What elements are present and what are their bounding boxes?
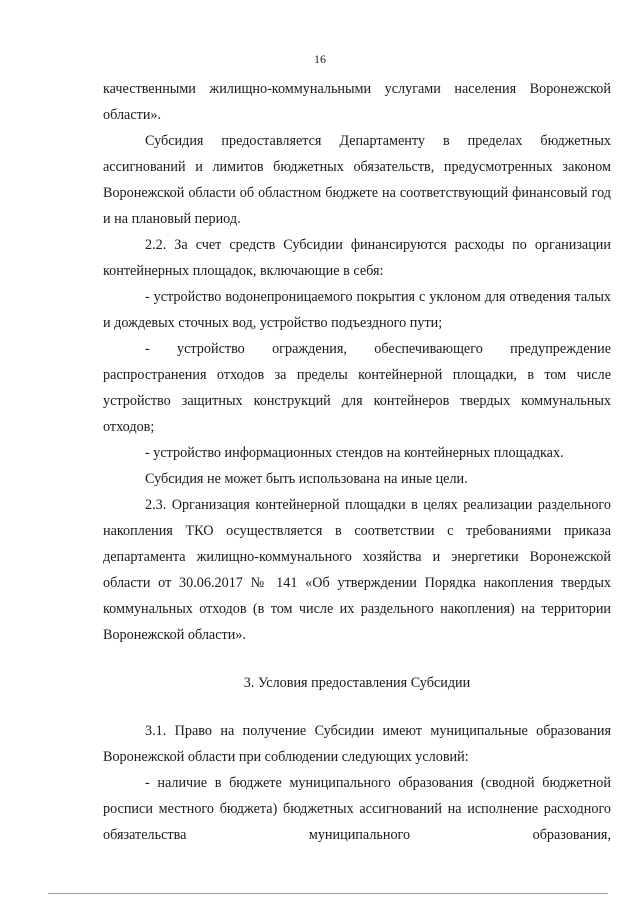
list-item-fencing: - устройство ограждения, обеспечивающего предупреждение распространения отходов за пределы контейнерной площадки, в том числе устройство защитных конструкций для контейнеров твердых коммунальных отходов; [103,341,611,435]
list-item-coating: - устройство водонепроницаемого покрытия с уклоном для отведения талых и дождевых сточных вод, устройство подъездного пути; [103,289,611,331]
list-item-budget-availability: - наличие в бюджете муниципального образования (сводной бюджетной росписи местного бюджета) бюджетных ассигнований на исполнение расходного обязательства муниципального образования, [103,775,611,843]
paragraph-subsidy-provision: Субсидия предоставляется Департаменту в пределах бюджетных ассигнований и лимитов бюджетных обязательств, предусмотренных законом Воронежской области об областном бюджете на соответствующий финансовый год и на плановый период. [103,133,611,227]
paragraph-continuation: качественными жилищно-коммунальными услугами населения Воронежской области». [103,81,611,123]
document-body [103,76,611,848]
scan-edge-line [48,893,608,894]
paragraph-usage-restriction: Субсидия не может быть использована на иные цели. [145,471,468,487]
paragraph-2-3: 2.3. Организация контейнерной площадки в целях реализации раздельного накопления ТКО осуществляется в соответствии с требованиями приказа департамента жилищно-коммунального хозяйства и энергетики Воронежской области от 30.06.2017 № 141 «Об утверждении Порядка накопления твердых коммунальных отходов (в том числе их раздельного накопления) на территории Воронежской области». [103,497,611,643]
page-number: 16 [314,52,326,66]
list-item-stands: - устройство информационных стендов на контейнерных площадках. [145,445,564,461]
paragraph-3-1: 3.1. Право на получение Субсидии имеют муниципальные образования Воронежской области при соблюдении следующих условий: [103,723,611,765]
paragraph-2-2: 2.2. За счет средств Субсидии финансируются расходы по организации контейнерных площадок, включающие в себя: [103,237,611,279]
section-heading: 3. Условия предоставления Субсидии [243,675,471,691]
